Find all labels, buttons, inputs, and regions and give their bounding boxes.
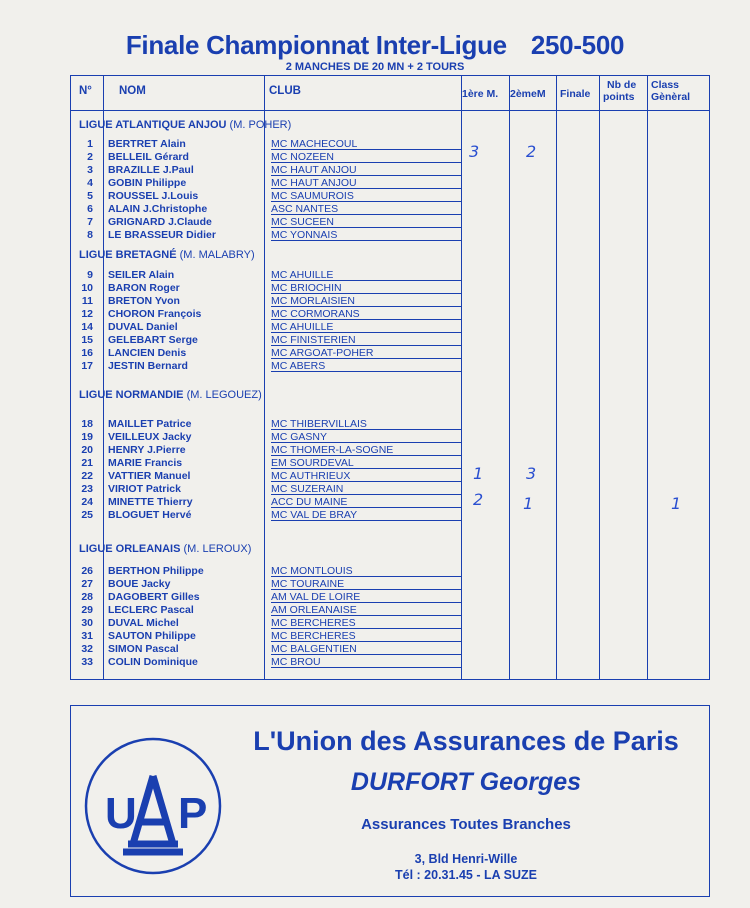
entry-line [271, 654, 461, 655]
rider-name: BOUE Jacky [108, 578, 171, 590]
rider-club: MC MONTLOUIS [271, 565, 353, 577]
entry-line [271, 641, 461, 642]
rider-name: DUVAL Michel [108, 617, 179, 629]
advertisement [70, 705, 710, 897]
header-club: CLUB [269, 85, 301, 97]
rider-name: MARIE Francis [108, 457, 183, 469]
rider-club: MC AHUILLE [271, 269, 334, 281]
svg-text:U: U [105, 789, 137, 838]
rider-number: 4 [87, 177, 93, 189]
rider-name: JESTIN Bernard [108, 360, 188, 372]
header-divider [71, 110, 709, 111]
entry-line [271, 319, 461, 320]
rider-name: SEILER Alain [108, 269, 175, 281]
entry-line [271, 667, 461, 668]
rider-number: 17 [81, 360, 93, 372]
entry-line [271, 494, 461, 495]
handwritten-score: 1 [671, 494, 682, 513]
rider-name: LANCIEN Denis [108, 347, 187, 359]
rider-number: 8 [87, 229, 93, 241]
rider-number: 25 [81, 509, 93, 521]
rider-name: HENRY J.Pierre [108, 444, 186, 456]
rider-name: ALAIN J.Christophe [108, 203, 208, 215]
entry-line [271, 162, 461, 163]
handwritten-score: 2 [473, 490, 484, 509]
page-title [0, 30, 750, 61]
rider-name: BLOGUET Hervé [108, 509, 192, 521]
rider-name: VATTIER Manuel [108, 470, 191, 482]
rider-number: 6 [87, 203, 93, 215]
rider-number: 2 [87, 151, 93, 163]
handwritten-score: 3 [526, 464, 537, 483]
rider-number: 16 [81, 347, 93, 359]
league-name: LIGUE BRETAGNÉ [79, 249, 177, 261]
entry-line [271, 293, 461, 294]
rider-club: ASC NANTES [271, 203, 339, 215]
rider-club: MC BERCHERES [271, 617, 356, 629]
league-manager: (M. POHER) [229, 119, 292, 131]
rider-name: BRAZILLE J.Paul [108, 164, 194, 176]
entry-line [271, 227, 461, 228]
entry-line [271, 280, 461, 281]
entry-line [271, 481, 461, 482]
header-general-line2: Gènèral [651, 91, 691, 103]
rider-name: DUVAL Daniel [108, 321, 178, 333]
rider-name: VEILLEUX Jacky [108, 431, 192, 443]
entry-line [271, 576, 461, 577]
rider-number: 7 [87, 216, 93, 228]
rider-number: 15 [81, 334, 93, 346]
handwritten-score: 1 [523, 494, 534, 513]
league-manager: (M. MALABRY) [179, 249, 255, 261]
rider-number: 26 [81, 565, 93, 577]
rider-club: MC SUZERAIN [271, 483, 344, 495]
rider-number: 23 [81, 483, 93, 495]
rider-club: MC HAUT ANJOU [271, 164, 357, 176]
rider-name: ROUSSEL J.Louis [108, 190, 199, 202]
header-general [651, 79, 690, 103]
entry-line [271, 306, 461, 307]
rider-club: MC TOURAINE [271, 578, 345, 590]
rider-club: MC GASNY [271, 431, 328, 443]
rider-number: 22 [81, 470, 93, 482]
column-divider [461, 76, 462, 679]
rider-name: BERTHON Philippe [108, 565, 204, 577]
rider-club: MC HAUT ANJOU [271, 177, 357, 189]
header-points-line2: points [603, 91, 635, 103]
entry-line [271, 345, 461, 346]
entry-line [271, 371, 461, 372]
entry-line [271, 589, 461, 590]
entry-line [271, 628, 461, 629]
rider-number: 18 [81, 418, 93, 430]
rider-club: MC YONNAIS [271, 229, 338, 241]
ad-address: 3, Bld Henri-Wille [414, 852, 518, 866]
ad-title: L'Union des Assurances de Paris [253, 726, 679, 756]
rider-name: DAGOBERT Gilles [108, 591, 200, 603]
header-general-line1: Class [651, 79, 680, 91]
entry-line [271, 520, 461, 521]
rider-name: BRETON Yvon [108, 295, 180, 307]
column-divider [647, 76, 648, 679]
rider-name: GOBIN Philippe [108, 177, 187, 189]
rider-number: 11 [81, 295, 93, 307]
header-points [603, 79, 636, 103]
page-subtitle: 2 MANCHES DE 20 MN + 2 TOURS [285, 61, 465, 73]
rider-number: 28 [81, 591, 93, 603]
rider-club: MC SUCEEN [271, 216, 335, 228]
rider-club: MC AUTHRIEUX [271, 470, 351, 482]
title-main: Finale Championnat Inter-Ligue [125, 30, 507, 60]
rider-number: 21 [81, 457, 93, 469]
rider-club: MC BALGENTIEN [271, 643, 357, 655]
league-manager: (M. LEROUX) [183, 543, 252, 555]
header-name: NOM [119, 85, 146, 97]
header-round1: 1ère M. [462, 88, 499, 100]
rider-club: MC CORMORANS [271, 308, 360, 320]
league-name: LIGUE ATLANTIQUE ANJOU [79, 119, 227, 131]
rider-club: MC BROU [271, 656, 321, 668]
rider-name: BERTRET Alain [108, 138, 186, 150]
entry-line [271, 442, 461, 443]
svg-text:P: P [178, 789, 208, 838]
rider-name: LECLERC Pascal [108, 604, 194, 616]
rider-number: 5 [87, 190, 93, 202]
rider-club: MC NOZEEN [271, 151, 334, 163]
handwritten-score: 3 [469, 142, 480, 161]
rider-club: AM ORLEANAISE [271, 604, 357, 616]
handwritten-score: 2 [526, 142, 537, 161]
entry-line [271, 468, 461, 469]
entry-line [271, 358, 461, 359]
rider-club: EM SOURDEVAL [271, 457, 354, 469]
rider-number: 30 [81, 617, 93, 629]
header-round2: 2èmeM [510, 88, 546, 100]
entry-line [271, 429, 461, 430]
rider-number: 20 [81, 444, 93, 456]
rider-club: MC ARGOAT-POHER [271, 347, 374, 359]
rider-name: SIMON Pascal [108, 643, 179, 655]
rider-club: MC BERCHERES [271, 630, 356, 642]
title-category: 250-500 [530, 30, 625, 60]
entry-line [271, 214, 461, 215]
entry-line [271, 175, 461, 176]
ad-phone: Tél : 20.31.45 - LA SUZE [395, 868, 537, 882]
uap-logo [83, 736, 223, 876]
ad-services: Assurances Toutes Branches [361, 816, 571, 833]
league-manager: (M. LEGOUEZ) [186, 389, 262, 401]
header-finale: Finale [560, 88, 591, 100]
rider-club: MC MORLAISIEN [271, 295, 356, 307]
rider-club: MC SAUMUROIS [271, 190, 354, 202]
column-divider [509, 76, 510, 679]
rider-club: MC FINISTERIEN [271, 334, 356, 346]
rider-number: 27 [81, 578, 93, 590]
ad-agent-name: DURFORT Georges [350, 768, 582, 796]
column-divider [556, 76, 557, 679]
handwritten-score: 1 [473, 464, 484, 483]
rider-name: VIRIOT Patrick [108, 483, 181, 495]
column-divider [103, 76, 104, 679]
header-points-line1: Nb de [607, 79, 637, 91]
rider-number: 3 [87, 164, 93, 176]
rider-name: BARON Roger [108, 282, 180, 294]
rider-club: MC THIBERVILLAIS [271, 418, 367, 430]
rider-club: MC AHUILLE [271, 321, 334, 333]
entry-line [271, 201, 461, 202]
rider-club: ACC DU MAINE [271, 496, 348, 508]
rider-number: 9 [87, 269, 93, 281]
league-heading [79, 119, 291, 131]
rider-name: MINETTE Thierry [108, 496, 193, 508]
entry-line [271, 149, 461, 150]
rider-number: 29 [81, 604, 93, 616]
league-name: LIGUE NORMANDIE [79, 389, 184, 401]
league-heading [79, 249, 255, 261]
rider-name: GRIGNARD J.Claude [108, 216, 212, 228]
rider-number: 31 [81, 630, 93, 642]
league-name: LIGUE ORLEANAIS [79, 543, 181, 555]
rider-club: MC BRIOCHIN [271, 282, 342, 294]
rider-name: GELEBART Serge [108, 334, 198, 346]
rider-club: MC ABERS [271, 360, 326, 372]
rider-name: SAUTON Philippe [108, 630, 196, 642]
entry-line [271, 507, 461, 508]
rider-number: 10 [81, 282, 93, 294]
entry-line [271, 332, 461, 333]
rider-number: 24 [81, 496, 93, 508]
rider-club: MC THOMER-LA-SOGNE [271, 444, 394, 456]
rider-number: 33 [81, 656, 93, 668]
rider-name: COLIN Dominique [108, 656, 198, 668]
league-heading [79, 389, 262, 401]
rider-name: MAILLET Patrice [108, 418, 192, 430]
rider-number: 14 [81, 321, 93, 333]
rider-number: 32 [81, 643, 93, 655]
rider-club: AM VAL DE LOIRE [271, 591, 361, 603]
entry-line [271, 188, 461, 189]
rider-name: CHORON François [108, 308, 202, 320]
rider-club: MC VAL DE BRAY [271, 509, 358, 521]
entry-line [271, 615, 461, 616]
rider-club: MC MACHECOUL [271, 138, 358, 150]
results-table [70, 75, 710, 680]
header-num: N° [79, 85, 92, 97]
entry-line [271, 602, 461, 603]
rider-name: BELLEIL Gérard [108, 151, 189, 163]
entry-line [271, 240, 461, 241]
rider-name: LE BRASSEUR Didier [108, 229, 216, 241]
league-heading [79, 543, 251, 555]
entry-line [271, 455, 461, 456]
rider-number: 19 [81, 431, 93, 443]
rider-number: 1 [87, 138, 93, 150]
rider-number: 12 [81, 308, 93, 320]
column-divider [599, 76, 600, 679]
